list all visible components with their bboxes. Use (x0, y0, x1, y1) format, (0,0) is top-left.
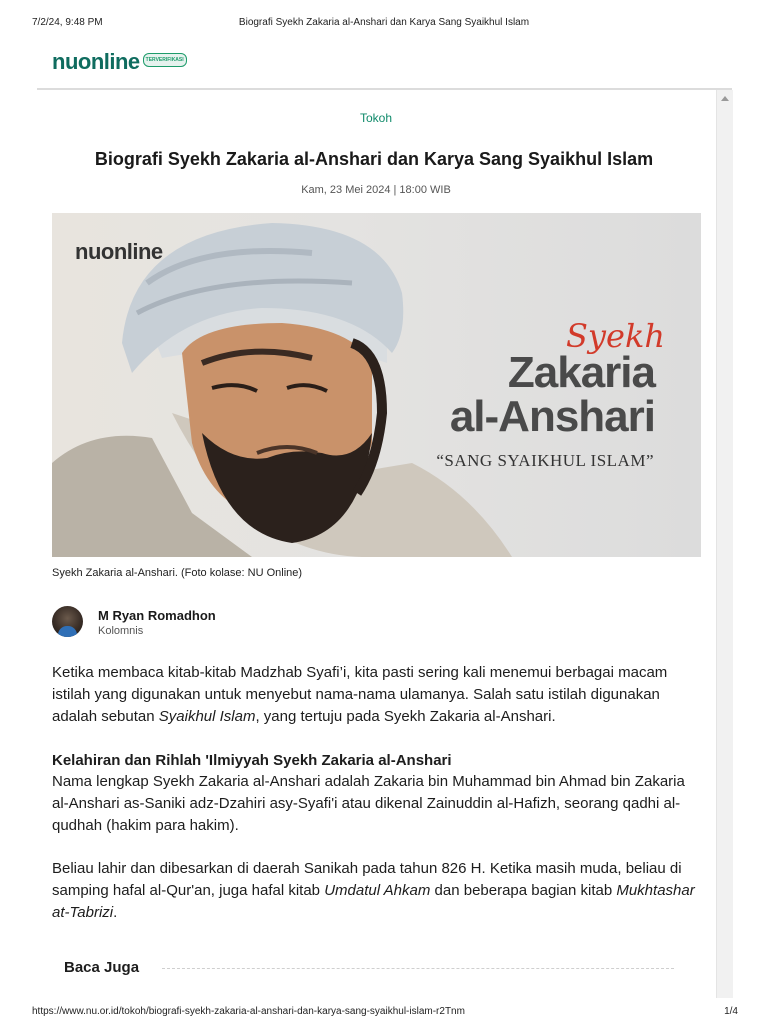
read-also-heading: Baca Juga (64, 959, 140, 976)
verified-badge-icon: TERVERIFIKASI (143, 53, 187, 67)
print-url: https://www.nu.or.id/tokoh/biografi-syekh-zakaria-al-anshari-dan-karya-sang-syaikhul-islam-r2Tnm (32, 1006, 465, 1017)
paragraph-3: Beliau lahir dan dibesarkan di daerah Sanikah pada tahun 826 H. Ketika masih muda, beliau di samping hafal al-Qur'an, juga hafal kitab Umdatul Ahkam dan beberapa bagian kitab Mukhtashar at-Tabrizi. (52, 860, 695, 921)
print-doc-title: Biografi Syekh Zakaria al-Anshari dan Karya Sang Syaikhul Islam (238, 17, 530, 28)
scrollbar[interactable] (716, 90, 733, 998)
print-footer (0, 994, 768, 1024)
hero-logo: nuonline (75, 239, 163, 264)
hero-title-line1: Zakaria (507, 348, 655, 397)
avatar[interactable] (52, 606, 83, 637)
author-name[interactable]: M Ryan Romadhon (98, 608, 216, 623)
hero-image (52, 213, 701, 557)
print-header (0, 0, 768, 40)
term-syaikhul-islam: Syaikhul Islam (158, 708, 256, 725)
image-caption: Syekh Zakaria al-Anshari. (Foto kolase: NU Online) (52, 567, 303, 579)
hero-title-line2: al-Anshari (449, 392, 655, 441)
logo-wordmark: nuonline (52, 49, 140, 74)
article-date: Kam, 23 Mei 2024 | 18:00 WIB (301, 184, 451, 196)
paragraph-2: Nama lengkap Syekh Zakaria al-Anshari adalah Zakaria bin Muhammad bin Ahmad bin Zakaria al-Anshari as-Saniki adz-Dzahiri asy-Syafi'i atau dikenal Zainuddin al-Hafizh, seorang qadhi al-qudhah (hakim para hakim). (52, 773, 685, 834)
print-page-number: 1/4 (724, 1006, 738, 1017)
print-datetime: 7/2/24, 9:48 PM (32, 17, 103, 28)
section-heading: Kelahiran dan Rihlah 'Ilmiyyah Syekh Zakaria al-Anshari (52, 752, 452, 769)
author-role: Kolomnis (98, 625, 144, 637)
paragraph-1: Ketika membaca kitab-kitab Madzhab Syafi’i, kita pasti sering kali menemui berbagai macam istilah yang digunakan untuk menyebut nama-nama ulamanya. Salah satu istilah digunakan adalah sebutan Syaikhul Islam, yang tertuju pada Syekh Zakaria al-Anshari. (52, 664, 668, 725)
book-title-mukhtashar: Mukhtashar at-Tabrizi (52, 882, 695, 921)
hero-tagline: “SANG SYAIKHUL ISLAM” (436, 451, 654, 470)
book-title-umdatul-ahkam: Umdatul Ahkam (324, 882, 431, 899)
article-title: Biografi Syekh Zakaria al-Anshari dan Karya Sang Syaikhul Islam (94, 149, 654, 169)
hero-title-small: Syekh (566, 317, 665, 355)
site-logo[interactable] (52, 48, 187, 76)
scroll-up-arrow-icon[interactable] (721, 96, 729, 101)
divider (162, 968, 674, 969)
article-category[interactable]: Tokoh (359, 111, 393, 125)
